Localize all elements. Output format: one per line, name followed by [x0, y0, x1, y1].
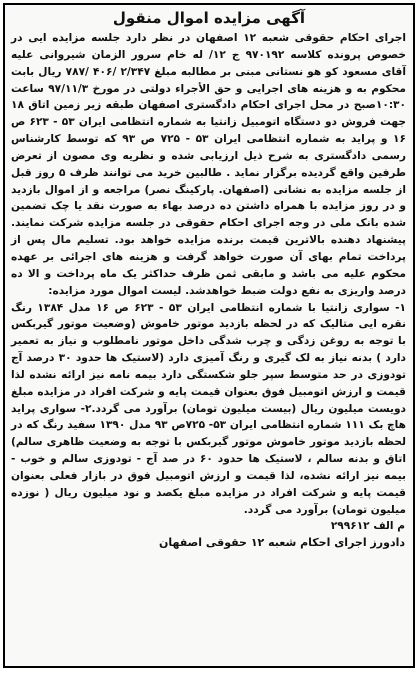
notice-title: آگهی مزایده اموال منقول [112, 9, 306, 27]
reference-code: م الف ۲۹۹۶۱۲ [330, 520, 405, 533]
notice-paragraph-1: اجرای احکام حقوقی شعبه ۱۲ اصفهان در نظر دارد جلسه مزایده ایی در خصوص پرونده کلاسه ۹۷۰۱۹۲ ج ۱۲/ له خام سرور الزمان شیروانی علیه آقای مسعود کو هو نستانی مبنی بر مطالبه مبلغ ۲/۳۴۷ /۴۰۶ /۷۸۷ ریال بابت محکوم به و هزینه های اجرایی و حق الأجراء دولتی در مورخ ۹۷/۱۱/۳ ساعت ۱۰:۳۰صبح در محل اجرای احکام دادگستری اصفهان طبقه زیر زمین اتاق ۱۸ جهت فروش دو دستگاه اتومبیل زانتیا به شماره انتظامی ایران ۵۳ - ۶۲۳ ص ۱۶ و پراید به شماره انتظامی ایران ۵۳ - ۷۲۵ ص ۹۳ که توسط کارشناس رسمی دادگستری به شرح ذیل ارزیابی شده و نظریه وی مصون از تعرض طرفین واقع گردیده برگزار نماید . طالبین خرید می توانند ظرف ۵ روز قبل از جلسه مزایده به نشانی (اصفهان. پارکینگ نصر) مراجعه و از اموال بازدید و در روز مزایده با همراه داشتن ده درصد بهاء به صورت نقد یا چک تضمین شده بانک ملی در وجه اجرای احکام حقوقی در جلسه مزایده شرکت نمایند. پیشنهاد دهنده بالاترین قیمت برنده مزایده خواهد بود. تسلیم مال پس از پرداخت تمام بهای آن صورت خواهد گرفت و هزینه های اجرائی بر عهده محکوم علیه می باشد و مابقی ثمن ظرف حداکثر یک ماه پرداخت و الا ده درصد واریزی به نفع دولت ضبط خواهدشد. لیست اموال مورد مزایده: [11, 32, 406, 297]
signer-line: دادورز اجرای احکام شعبه ۱۲ حقوقی اصفهان [158, 536, 405, 550]
notice-paragraph-2: ۱- سواری زانتیا با شماره انتظامی ایران ۵۳ - ۶۲۳ ص ۱۶ مدل ۱۳۸۴ رنگ نقره ایی متالیک که در لحظه بازدید موتور خاموش (وضعیت موتور گیربکس با توجه به روغن زدگی و چرب شدگی داخل موتور نامطلوب و نیاز به تعمیر دارد ) بدنه نیاز به لک گیری و رنگ آمیزی دارد (لاستیک ها حدود ۳۰ درصد آج تودوزی در حد متوسط سپر جلو شکستگی دارد بیمه نامه نیز ارائه نشده لذا قیمت و ارزش اتومبیل فوق بعنوان قیمت پایه و شرکت افراد در مزایده مبلغ دویست میلیون ریال (بیست میلیون تومان) برآورد می گردد.۲- سواری پراید هاچ بک ۱۱۱ شماره انتظامی ایران ۵۳- ۷۲۵ص ۹۳ مدل ۱۳۹۰ سفید رنگ که در لحظه بازدید موتور خاموش موتور گیربکس با توجه به وضعیت ظاهری سالم) اتاق و بدنه سالم ، لاستیک ها حدود ۶۰ در صد آج - تودوزی سالم و خوب - بیمه نیز ارائه نشده، لذا قیمت و ارزش اتومبیل فوق در بازار فعلی بعنوان قیمت پایه و شرکت افراد در مزایده مبلغ یکصد و نود میلیون ریال ( نوزده میلیون تومان) برآورد می گردد. [11, 301, 406, 516]
auction-notice [3, 3, 415, 668]
